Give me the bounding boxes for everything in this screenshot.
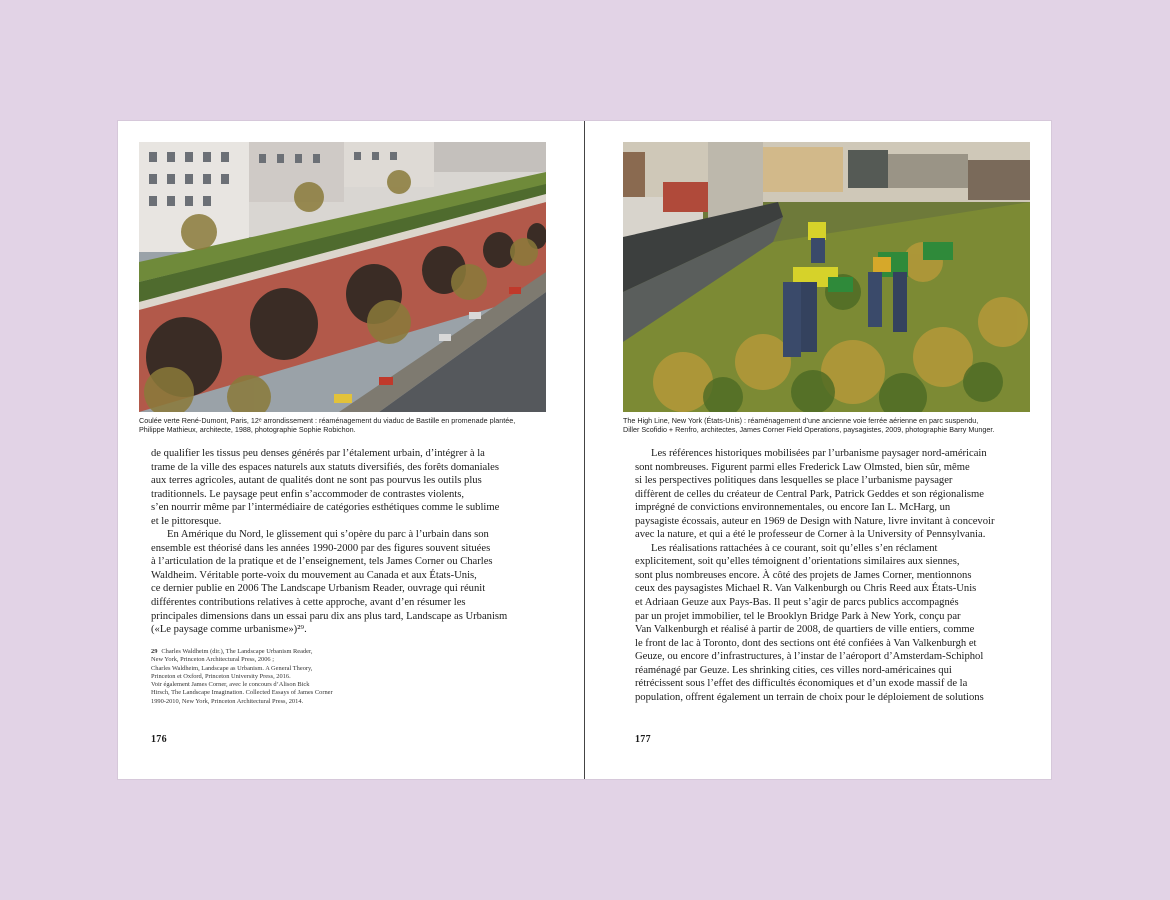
page-number: 177 bbox=[635, 734, 651, 745]
text-line: ensemble est théorisé dans les années 1990-2000 par des figures souvent situées bbox=[151, 542, 491, 554]
page-number: 176 bbox=[151, 734, 167, 745]
footnote-line: Hirsch, The Landscape Imagination. Collected Essays of James Corner bbox=[151, 689, 333, 697]
caption-line: Diller Scofidio + Renfro, architectes, James Corner Field Operations, paysagistes, 2009, photographie Barry Munger. bbox=[623, 425, 995, 435]
text-line: à l’articulation de la pratique et de l’enseignement, tels James Corner ou Charles bbox=[151, 556, 493, 568]
caption-line: Philippe Mathieux, architecte, 1988, photographie Sophie Robichon. bbox=[139, 425, 356, 435]
text-line: rétrécissent sous l’effet des difficultés économiques et d’un exode massif de la bbox=[635, 678, 968, 690]
footnote-line: New York, Princeton Architectural Press, 2006 ; bbox=[151, 656, 275, 664]
text-line: population, offrent également un terrain de choix pour le déploiement de solutions bbox=[635, 691, 984, 703]
footnote-line: Charles Waldheim, Landscape as Urbanism. A General Theory, bbox=[151, 664, 313, 672]
left-page bbox=[118, 121, 584, 779]
text-line: sont nombreuses. Figurent parmi elles Frederick Law Olmsted, bien sûr, même bbox=[635, 461, 970, 473]
text-line: et le pittoresque. bbox=[151, 515, 222, 527]
footnote-number: 29 bbox=[151, 648, 158, 655]
text-line: sont plus nombreuses encore. À côté des projets de James Corner, mentionnons bbox=[635, 569, 972, 581]
caption-line: The High Line, New York (États-Unis) : réaménagement d’une ancienne voie ferrée aérienne en parc suspendu, bbox=[623, 416, 979, 425]
text-line: Van Valkenburgh et réalisé à partir de 2008, de quartiers de ville entiers, comme bbox=[635, 624, 975, 636]
text-line: le front de lac à Toronto, dont des sections ont été confiées à Van Valkenburgh et bbox=[635, 637, 977, 649]
text-line: En Amérique du Nord, le glissement qui s’opère du parc à l’urbain dans son bbox=[167, 529, 489, 541]
text-line: différentes contributions relatives à cette approche, avant d’en résumer les bbox=[151, 597, 466, 609]
footnote bbox=[151, 648, 381, 706]
text-line: et Adriaan Geuze aux Pays-Bas. Il peut s’agir de parcs publics accompagnés bbox=[635, 597, 959, 609]
body-text bbox=[151, 447, 513, 637]
text-line: Waldheim. Véritable porte-voix du mouvement au Canada et aux États-Unis, bbox=[151, 569, 477, 581]
text-line: par un projet immobilier, tel le Brooklyn Bridge Park à New York, conçu par bbox=[635, 610, 961, 622]
text-line: explicitement, soit qu’elles témoignent d’orientations similaires aux siennes, bbox=[635, 556, 960, 568]
footnote-line bbox=[151, 648, 381, 656]
text-line: paysagiste écossais, auteur en 1969 de Design with Nature, livre invitant à concevoir bbox=[635, 515, 995, 527]
text-line: diffèrent de celles du créateur de Central Park, Patrick Geddes et son régionalisme bbox=[635, 488, 984, 500]
photo-coulee-verte bbox=[139, 142, 546, 412]
body-text bbox=[635, 447, 995, 704]
footnote-line: 1990-2010, New York, Princeton Architectural Press, 2014. bbox=[151, 697, 304, 705]
text-line: trame de la ville des espaces naturels aux statuts diversifiés, des forêts domaniales bbox=[151, 461, 500, 473]
caption-line: Coulée verte René-Dumont, Paris, 12ᵉ arrondissement : réaménagement du viaduc de Bastille en promenade plantée, bbox=[139, 416, 516, 425]
text-line: Les références historiques mobilisées par l’urbanisme paysager nord-américain bbox=[651, 448, 987, 459]
footnote-text: Charles Waldheim (dir.), The Landscape Urbanism Reader, bbox=[161, 648, 313, 655]
text-line: («Le paysage comme urbanisme»)²⁹. bbox=[151, 624, 307, 636]
text-line: ceux des paysagistes Michael R. Van Valkenburgh ou Chris Reed aux États-Unis bbox=[635, 583, 977, 595]
text-line: principales dimensions dans un essai paru dix ans plus tard, Landscape as Urbanism bbox=[151, 610, 508, 622]
photo-caption bbox=[139, 416, 559, 435]
footnote-line: Voir également James Corner, avec le concours d’Alison Bick bbox=[151, 681, 310, 689]
photo-high-line bbox=[623, 142, 1030, 412]
text-line: Les réalisations rattachées à ce courant, soit qu’elles s’en réclament bbox=[651, 542, 938, 554]
right-page bbox=[585, 121, 1051, 779]
text-line: réaménagé par Geuze. Les shrinking cities, ces villes nord-américaines qui bbox=[635, 664, 952, 676]
photo-caption bbox=[623, 416, 1043, 435]
text-line: avec la nature, et qui a été le professeur de Corner à la University of Pennsylvania. bbox=[635, 529, 986, 541]
text-line: si les perspectives politiques dans lesquelles se place l’urbanisme paysager bbox=[635, 475, 953, 487]
text-line: aux terres agricoles, autant de qualités dont ne sont pas pourvus les outils plus bbox=[151, 475, 482, 487]
text-line: s’en nourrir même par l’intermédiaire de catégories esthétiques comme le sublime bbox=[151, 502, 500, 514]
text-line: de qualifier les tissus peu denses générés par l’étalement urbain, d’intégrer à la bbox=[151, 448, 485, 459]
footnote-line: Princeton et Oxford, Princeton University Press, 2016. bbox=[151, 672, 291, 680]
text-line: ce dernier publie en 2006 The Landscape Urbanism Reader, ouvrage qui réunit bbox=[151, 583, 486, 595]
text-line: traditionnels. Le paysage peut enfin s’accommoder de contrastes violents, bbox=[151, 488, 465, 500]
text-line: imprégné de convictions environnementales, ou encore Ian L. McHarg, un bbox=[635, 502, 951, 514]
text-line: Geuze, ou encore d’infrastructures, à l’instar de l’aéroport d’Amsterdam-Schiphol bbox=[635, 651, 984, 663]
